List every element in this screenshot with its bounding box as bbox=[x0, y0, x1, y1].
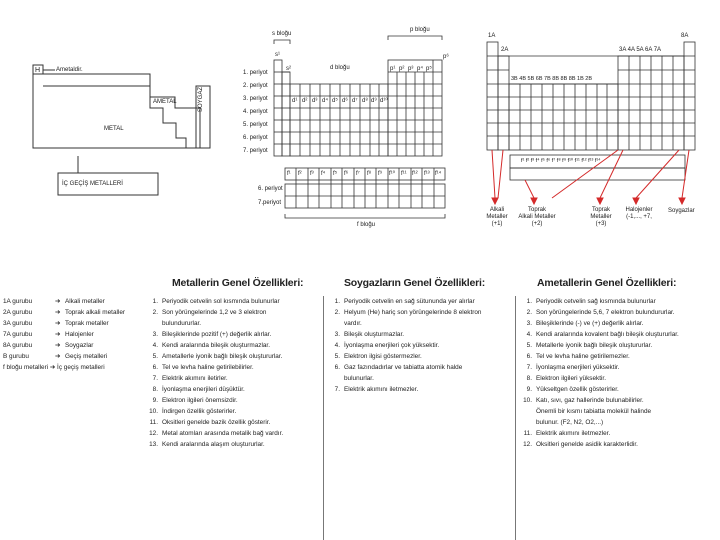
property-number: 5. bbox=[526, 342, 532, 349]
metal-property bbox=[144, 351, 320, 362]
f-sublabel: f¹⁰ bbox=[389, 171, 396, 177]
toprak-metaller-caption bbox=[588, 207, 614, 228]
group-desc: Geçiş metalleri bbox=[65, 353, 108, 360]
nonmetal-property bbox=[518, 384, 718, 395]
group-1a-column bbox=[487, 42, 498, 150]
arrow-icon: ➔ bbox=[55, 331, 61, 338]
nonmetal-property bbox=[518, 307, 718, 318]
property-text: Gaz fazındadırlar ve tabiatta atomik halde bbox=[344, 364, 463, 371]
noble-properties-list bbox=[326, 296, 512, 395]
group-row bbox=[3, 362, 143, 373]
f-sublabel: f⁶ bbox=[344, 171, 349, 177]
metal-property bbox=[144, 362, 320, 373]
property-text: İndirgen özellik gösterirler. bbox=[162, 408, 237, 415]
d-sublabel: d¹ bbox=[292, 98, 298, 104]
property-number: 7. bbox=[334, 386, 340, 393]
d-blogu-label: d bloğu bbox=[330, 65, 350, 71]
f-sublevels-label: f¹ f² f³ f⁴ f⁵ f⁶ f⁷ f⁸ f⁹ f¹⁰ f¹¹ f¹² f¹³ f¹⁴ bbox=[521, 158, 601, 164]
property-text: Son yörüngelerinde 1,2 ve 3 elektron bbox=[162, 309, 267, 316]
noble-gases-header: Soygazların Genel Özellikleri: bbox=[344, 277, 486, 289]
property-text: Oksitleri genelde bazik özellik gösterir. bbox=[162, 419, 271, 426]
metal-property bbox=[144, 406, 320, 417]
property-number: 9. bbox=[152, 397, 158, 404]
f-blogu-label: f bloğu bbox=[357, 222, 376, 228]
p-sublabel: p⁴ bbox=[417, 66, 423, 72]
toprak-alkali-line: Alkali Metaller bbox=[518, 214, 556, 220]
property-number: 6. bbox=[152, 364, 158, 371]
property-number: 13. bbox=[149, 441, 158, 448]
noble-property bbox=[326, 373, 512, 384]
property-text: Elektron ilgileri önemsizdir. bbox=[162, 397, 238, 404]
property-number: 9. bbox=[526, 386, 532, 393]
property-text: bulunurlar. bbox=[344, 375, 374, 382]
arrow-icon: ➔ bbox=[55, 320, 61, 327]
metal-property bbox=[144, 373, 320, 384]
property-number: 3. bbox=[526, 320, 532, 327]
property-text: Helyum (He) hariç son yörüngelerinde 8 elektron bbox=[344, 309, 482, 316]
group-name: 7A gurubu bbox=[3, 331, 33, 338]
nonmetal-property bbox=[518, 296, 718, 307]
group-name: 2A gurubu bbox=[3, 309, 33, 316]
f-sublabel: f⁷ bbox=[356, 171, 360, 177]
property-text: Tel ve levha haline getirilemezler. bbox=[536, 353, 630, 360]
f-sublabel: f⁵ bbox=[333, 171, 338, 177]
group-desc: Toprak metaller bbox=[65, 320, 109, 327]
arrow-icon: ➔ bbox=[49, 364, 56, 371]
property-text: Periyodik cetvelin en sağ sütununda yer alırlar bbox=[344, 298, 475, 305]
f-sublabel: f¹² bbox=[412, 171, 418, 177]
property-number: 11. bbox=[149, 419, 158, 426]
property-number: 12. bbox=[149, 430, 158, 437]
alkali-line: (+1) bbox=[491, 221, 503, 227]
group-row bbox=[3, 329, 143, 340]
nonmetal-property bbox=[518, 340, 718, 351]
toprak-metaller-line: (+3) bbox=[595, 221, 607, 227]
property-text: Elektrik akımını iletmezler. bbox=[536, 430, 611, 437]
property-text: Elektrik akımını iletmezler. bbox=[344, 386, 419, 393]
property-number: 6. bbox=[526, 353, 532, 360]
property-number: 7. bbox=[152, 375, 158, 382]
property-number: 11. bbox=[523, 430, 532, 437]
metal-property bbox=[144, 296, 320, 307]
metal-label: METAL bbox=[104, 126, 124, 132]
metal-properties-list bbox=[144, 296, 320, 450]
property-text: Son yörüngelerinde 5,6, 7 elektron bulundururlar. bbox=[536, 309, 675, 316]
toprak-metaller-line: Metaller bbox=[590, 214, 612, 220]
property-text: İyonlaşma enerjileri çok yüksektir. bbox=[344, 342, 440, 349]
property-text: Bileşik oluşturmazlar. bbox=[344, 331, 405, 338]
property-text: Metallerle iyonik bağlı bileşik oluştururlar. bbox=[536, 342, 653, 349]
alkali-line: Metaller bbox=[486, 214, 508, 220]
property-text: Periyodik cetvelin sağ kısmında bulunurlar bbox=[536, 298, 656, 305]
period-label: 7. periyot bbox=[243, 148, 268, 154]
period-label: 3. periyot bbox=[243, 96, 268, 102]
property-text: Kendi aralarında alaşım oluştururlar. bbox=[162, 441, 265, 448]
group-name: B gurubu bbox=[3, 353, 29, 360]
property-number: 1. bbox=[334, 298, 340, 305]
noble-property bbox=[326, 296, 512, 307]
f-sublabel: f¹¹ bbox=[401, 171, 407, 177]
p6-label: p⁶ bbox=[443, 54, 449, 60]
nonmetal-property bbox=[518, 428, 718, 439]
property-number: 10. bbox=[149, 408, 158, 415]
toprak-alkali-line: (+2) bbox=[531, 221, 543, 227]
property-number: 2. bbox=[334, 309, 340, 316]
noble-property bbox=[326, 307, 512, 318]
metal-property bbox=[144, 307, 320, 318]
group-row bbox=[3, 340, 143, 351]
toprak-alkali-caption bbox=[515, 207, 559, 228]
noble-property bbox=[326, 329, 512, 340]
property-number: 8. bbox=[152, 386, 158, 393]
metal-property bbox=[144, 428, 320, 439]
f-sublabel: f² bbox=[298, 171, 302, 177]
property-number: 1. bbox=[526, 298, 532, 305]
nonmetal-property bbox=[518, 373, 718, 384]
column-divider bbox=[323, 296, 324, 540]
group-2a-label: 2A bbox=[501, 47, 509, 53]
property-number: 6. bbox=[334, 364, 340, 371]
property-text: Tel ve levha haline getirilebilirler. bbox=[162, 364, 254, 371]
group-name: 3A gurubu bbox=[3, 320, 33, 327]
s2-label: s² bbox=[286, 66, 291, 72]
p-sublabel: p² bbox=[399, 66, 405, 72]
halojenler-caption bbox=[620, 207, 658, 221]
property-number: 5. bbox=[152, 353, 158, 360]
property-text: Yükseltgen özellik gösterirler. bbox=[536, 386, 619, 393]
d-sublabel: d¹⁰ bbox=[380, 98, 388, 104]
ic-gecis-label: İÇ GEÇİŞ METALLERİ bbox=[62, 181, 123, 187]
property-text: Bileşiklerinde (-) ve (+) değerlik alırlar. bbox=[536, 320, 644, 327]
noble-property bbox=[326, 340, 512, 351]
property-text: İyonlaşma enerjileri yüksektir. bbox=[536, 364, 620, 371]
property-number: 10. bbox=[523, 397, 532, 404]
p-blogu-label: p bloğu bbox=[410, 27, 430, 33]
property-text: Metal atomları arasında metalik bağ vardır. bbox=[162, 430, 284, 437]
property-text: Elektron ilgisi göstermezler. bbox=[344, 353, 422, 360]
property-text: vardır. bbox=[344, 320, 362, 327]
b-groups-label: 3B 4B 5B 6B 7B 8B 8B 8B 1B 2B bbox=[511, 76, 593, 82]
s-blogu-label: s bloğu bbox=[272, 31, 292, 37]
arrow-icon: ➔ bbox=[55, 309, 61, 316]
f-period-label: 7.periyot bbox=[258, 200, 282, 206]
group-desc: Alkali metaller bbox=[65, 298, 105, 305]
toprak-alkali-line: Toprak bbox=[527, 207, 546, 213]
property-text: Bileşiklerinde pozitif (+) değerlik alırlar. bbox=[162, 331, 272, 338]
group-name: 1A gurubu bbox=[3, 298, 33, 305]
period-label: 1. periyot bbox=[243, 70, 268, 76]
nonmetal-property bbox=[518, 329, 718, 340]
s1-label: s¹ bbox=[275, 52, 280, 58]
period-label: 2. periyot bbox=[243, 83, 268, 89]
group-row bbox=[3, 296, 143, 307]
alkali-caption bbox=[485, 207, 509, 228]
group-name: f bloğu metalleri bbox=[3, 364, 49, 371]
group-desc: Soygazlar bbox=[65, 342, 94, 349]
p-sublabel: p¹ bbox=[390, 66, 396, 72]
d-sublabel: d⁹ bbox=[371, 98, 377, 104]
nonmetal-property bbox=[518, 395, 718, 406]
column-divider bbox=[515, 296, 516, 540]
property-text: bulunur. (F2, N2, O2,...) bbox=[536, 419, 604, 426]
toprak-metaller-line: Toprak bbox=[591, 207, 610, 213]
metals-header: Metallerin Genel Özellikleri: bbox=[172, 277, 304, 289]
property-number: 3. bbox=[334, 331, 340, 338]
metal-property bbox=[144, 318, 320, 329]
d-sublabel: d⁴ bbox=[322, 98, 328, 104]
d-sublabel: d⁶ bbox=[342, 98, 348, 104]
property-number: 4. bbox=[334, 342, 340, 349]
d-sublabel: d⁸ bbox=[362, 98, 368, 104]
p-sublabel: p⁵ bbox=[426, 66, 432, 72]
group-8a-label: 8A bbox=[681, 33, 689, 39]
noble-property bbox=[326, 384, 512, 395]
period-label: 4. periyot bbox=[243, 109, 268, 115]
metal-property bbox=[144, 439, 320, 450]
property-text: Ametallerle iyonik bağlı bileşik oluştururlar. bbox=[162, 353, 283, 360]
property-number: 2. bbox=[526, 309, 532, 316]
nonmetals-header: Ametallerin Genel Özellikleri: bbox=[537, 277, 677, 289]
property-text: bulundururlar. bbox=[162, 320, 202, 327]
group-desc: İç geçiş metalleri bbox=[57, 364, 105, 371]
group-list bbox=[3, 296, 143, 373]
group-desc: Toprak alkali metaller bbox=[65, 309, 126, 316]
d-sublabel: d² bbox=[302, 98, 308, 104]
nonmetal-properties-list bbox=[518, 296, 718, 450]
f-sublabel: f⁴ bbox=[321, 171, 326, 177]
noble-property bbox=[326, 318, 512, 329]
property-number: 12. bbox=[523, 441, 532, 448]
property-number: 7. bbox=[526, 364, 532, 371]
a-groups-label: 3A 4A 5A 6A 7A bbox=[619, 47, 662, 53]
property-text: Elektron ilgileri yüksektir. bbox=[536, 375, 606, 382]
nonmetal-property bbox=[518, 417, 718, 428]
group-name: 8A gurubu bbox=[3, 342, 33, 349]
period-label: 5. periyot bbox=[243, 122, 268, 128]
ametaldir-label: Ametaldir. bbox=[56, 67, 83, 73]
f-sublabel: f¹ bbox=[287, 171, 291, 177]
group-row bbox=[3, 351, 143, 362]
f-sublabel: f³ bbox=[310, 171, 314, 177]
group-row bbox=[3, 307, 143, 318]
metal-property bbox=[144, 329, 320, 340]
nonmetal-property bbox=[518, 439, 718, 450]
property-number: 5. bbox=[334, 353, 340, 360]
soygazlar-caption: Soygazlar bbox=[668, 208, 695, 214]
property-number: 3. bbox=[152, 331, 158, 338]
d-sublabel: d³ bbox=[312, 98, 318, 104]
alkali-line: Alkali bbox=[489, 207, 505, 213]
metal-property bbox=[144, 384, 320, 395]
h-label: H bbox=[35, 67, 41, 74]
metal-property bbox=[144, 417, 320, 428]
metal-property bbox=[144, 340, 320, 351]
property-text: Elektrik akımını iletirler. bbox=[162, 375, 228, 382]
metal-property bbox=[144, 395, 320, 406]
nonmetal-property bbox=[518, 406, 718, 417]
property-number: 4. bbox=[152, 342, 158, 349]
property-number: 2. bbox=[152, 309, 158, 316]
property-text: Periyodik cetvelin sol kısmında bulunurlar bbox=[162, 298, 280, 305]
halojenler-line: (-1,..., +7, bbox=[626, 214, 652, 220]
noble-property bbox=[326, 351, 512, 362]
f-sublabel: f¹⁴ bbox=[435, 171, 442, 177]
nonmetal-property bbox=[518, 351, 718, 362]
group-8a-column bbox=[684, 42, 695, 150]
ametal-label: AMETAL bbox=[153, 99, 177, 105]
d-sublabel: d⁷ bbox=[352, 98, 358, 104]
property-number: 8. bbox=[526, 375, 532, 382]
group-row bbox=[3, 318, 143, 329]
f-sublabel: f⁹ bbox=[378, 171, 383, 177]
property-text: Kendi aralarında bileşik oluşturmazlar. bbox=[162, 342, 270, 349]
f-sublabel: f⁸ bbox=[367, 171, 372, 177]
noble-property bbox=[326, 362, 512, 373]
period-label: 6. periyot bbox=[243, 135, 268, 141]
p-sublabel: p³ bbox=[408, 66, 414, 72]
halojenler-line: Halojenler bbox=[625, 207, 653, 213]
group-1a-label: 1A bbox=[488, 33, 496, 39]
property-text: Önemli bir kısmı tabiatta molekül halinde bbox=[536, 408, 652, 415]
property-text: İyonlaşma enerjileri düşüktür. bbox=[162, 386, 245, 393]
f-sublabel: f¹³ bbox=[424, 171, 430, 177]
property-text: Oksitleri genelde asidik karakterlidir. bbox=[536, 441, 638, 448]
property-number: 4. bbox=[526, 331, 532, 338]
f-period-label: 6. periyot bbox=[258, 186, 283, 192]
b-groups bbox=[509, 84, 618, 150]
arrow-icon: ➔ bbox=[55, 298, 61, 305]
arrow-icon: ➔ bbox=[55, 353, 61, 360]
property-number: 1. bbox=[152, 298, 158, 305]
nonmetal-property bbox=[518, 318, 718, 329]
soygaz-label: SOYGAZ bbox=[198, 86, 204, 112]
arrow-icon: ➔ bbox=[55, 342, 61, 349]
group-desc: Halojenler bbox=[65, 331, 94, 338]
d-sublabel: d⁵ bbox=[332, 98, 338, 104]
f-row-bottom bbox=[510, 168, 685, 180]
property-text: Kendi aralarında kovalent bağlı bileşik oluştururlar. bbox=[536, 331, 679, 338]
property-text: Katı, sıvı, gaz hallerinde bulunabilirler. bbox=[536, 397, 644, 404]
nonmetal-property bbox=[518, 362, 718, 373]
